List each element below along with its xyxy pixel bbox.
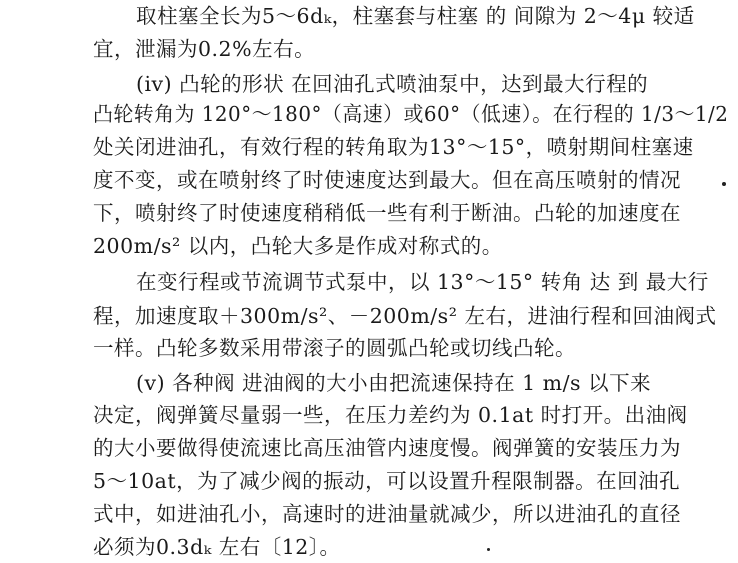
text-line: 下，喷射终了时使速度稍稍低一些有利于断油。凸轮的加速度在 [93, 201, 681, 225]
text-line: 在变行程或节流调节式泵中，以 13°～15° 转角 达 到 最大行 [136, 270, 709, 294]
scan-speck [722, 182, 726, 186]
text-line: 凸轮转角为 120°～180°（高速）或60°（低速）。在行程的 1/3～1/2 [93, 102, 729, 126]
text-line: 处关闭进油孔，有效行程的转角取为13°～15°，喷射期间柱塞速 [93, 135, 694, 159]
text-line: 式中，如进油孔小，高速时的进油量就减少，所以进油孔的直径 [93, 502, 681, 526]
text-line: 取柱塞全长为5～6dₖ，柱塞套与柱塞 的 间隙为 2～4μ 较适 [136, 4, 695, 28]
text-line: (iv) 凸轮的形状 在回油孔式喷油泵中，达到最大行程的 [136, 72, 649, 96]
text-line: 5～10at，为了减少阀的振动，可以设置升程限制器。在回油孔 [93, 469, 681, 493]
text-line: 决定，阀弹簧尽量弱一些，在压力差约为 0.1at 时打开。出油阀 [93, 403, 688, 427]
text-line: 宜，泄漏为0.2%左右。 [93, 37, 316, 61]
text-line: 必须为0.3dₖ 左右〔12〕。 [93, 535, 341, 559]
text-line: 程，加速度取＋300m/s²、－200m/s² 左右，进油行程和回油阀式 [93, 304, 717, 328]
text-line: 度不变，或在喷射终了时使速度达到最大。但在高压喷射的情况 [93, 168, 681, 192]
scan-speck [487, 548, 490, 551]
text-line: (v) 各种阀 进油阀的大小由把流速保持在 1 m/s 以下来 [136, 371, 652, 395]
text-line: 一样。凸轮多数采用带滚子的圆弧凸轮或切线凸轮。 [93, 336, 576, 360]
text-line: 200m/s² 以内，凸轮大多是作成对称式的。 [93, 234, 503, 258]
text-line: 的大小要做得使流速比高压油管内速度慢。阀弹簧的安装压力为 [93, 436, 681, 460]
